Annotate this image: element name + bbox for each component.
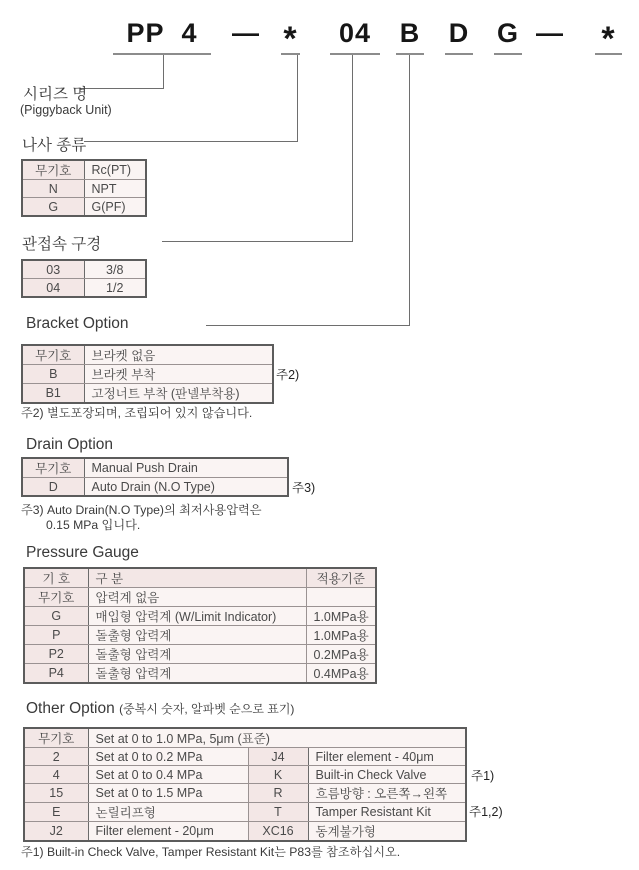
section-title-other (26, 700, 294, 718)
section-title-port: 관접속 구경 (22, 236, 102, 253)
table-row (24, 607, 376, 626)
section-title-bracket: Bracket Option (26, 315, 129, 332)
thread-value: G(PF) (84, 198, 146, 217)
drain-code: 무기호 (22, 458, 84, 478)
table-header-row (24, 568, 376, 588)
drain-footnote-line2: 0.15 MPa 입니다. (46, 518, 141, 532)
thread-code: N (22, 180, 84, 198)
drain-side-note: 주3) (292, 481, 316, 495)
gauge-header-type: 구 분 (88, 568, 306, 588)
bracket-value: 브라켓 부착 (84, 365, 273, 384)
thread-code: 무기호 (22, 160, 84, 180)
other-value: Set at 0 to 1.5 MPa (88, 784, 248, 803)
other-value: 동계불가형 (308, 822, 466, 842)
table-row (22, 478, 288, 497)
code-segment-bracket: B (396, 16, 424, 55)
table-row (24, 664, 376, 684)
bracket-table (21, 344, 274, 404)
table-row (22, 260, 146, 279)
table-row (24, 766, 466, 784)
section-title-drain: Drain Option (26, 436, 114, 453)
port-value: 3/8 (84, 260, 146, 279)
gauge-standard: 0.2MPa용 (306, 645, 376, 664)
port-value: 1/2 (84, 279, 146, 298)
gauge-standard: 0.4MPa용 (306, 664, 376, 684)
gauge-code: P (24, 626, 88, 645)
other-code: XC16 (248, 822, 308, 842)
other-value: Filter element - 40μm (308, 748, 466, 766)
other-option-table (23, 727, 467, 842)
gauge-standard: 1.0MPa용 (306, 607, 376, 626)
other-code: 무기호 (24, 728, 88, 748)
table-row (22, 279, 146, 298)
other-code: J2 (24, 822, 88, 842)
table-row (22, 180, 146, 198)
bracket-code: 무기호 (22, 345, 84, 365)
code-segment-thread-wildcard: * (281, 16, 300, 55)
gauge-table (23, 567, 377, 684)
thread-code: G (22, 198, 84, 217)
other-code: J4 (248, 748, 308, 766)
code-dash-1: — (232, 18, 260, 48)
other-code: E (24, 803, 88, 822)
thread-value: NPT (84, 180, 146, 198)
gauge-header-standard: 적용기준 (306, 568, 376, 588)
other-code: 4 (24, 766, 88, 784)
drain-value: Auto Drain (N.O Type) (84, 478, 288, 497)
series-subtitle: (Piggyback Unit) (20, 103, 112, 117)
table-row (24, 784, 466, 803)
other-code: 15 (24, 784, 88, 803)
code-dash-2: — (536, 18, 564, 48)
other-side-note-k: 주1) (471, 769, 495, 783)
gauge-type: 돌출형 압력계 (88, 664, 306, 684)
other-title-note: (중복시 숫자, 알파벳 순으로 표기) (119, 702, 295, 716)
drain-table (21, 457, 289, 497)
connector-line-bracket (206, 55, 410, 326)
other-value: 논릴리프형 (88, 803, 248, 822)
gauge-standard: 1.0MPa용 (306, 626, 376, 645)
port-table (21, 259, 147, 298)
bracket-value: 고정너트 부착 (판넬부착용) (84, 384, 273, 404)
drain-code: D (22, 478, 84, 497)
code-segment-gauge: G (494, 16, 522, 55)
gauge-code: P2 (24, 645, 88, 664)
gauge-type: 돌출형 압력계 (88, 626, 306, 645)
gauge-code: P4 (24, 664, 88, 684)
gauge-standard (306, 588, 376, 607)
gauge-header-code: 기 호 (24, 568, 88, 588)
bracket-side-note: 주2) (276, 368, 300, 382)
table-row (24, 645, 376, 664)
other-side-note-t: 주1,2) (469, 805, 503, 819)
bracket-value: 브라켓 없음 (84, 345, 273, 365)
section-title-series: 시리즈 명 (23, 86, 88, 103)
other-code: K (248, 766, 308, 784)
other-code: 2 (24, 748, 88, 766)
table-row (22, 384, 273, 404)
bracket-code: B (22, 365, 84, 384)
section-title-gauge: Pressure Gauge (26, 544, 139, 561)
other-code: T (248, 803, 308, 822)
other-value: Built-in Check Valve (308, 766, 466, 784)
gauge-code: 무기호 (24, 588, 88, 607)
other-value: Set at 0 to 0.4 MPa (88, 766, 248, 784)
table-row (24, 728, 466, 748)
drain-footnote-line1: 주3) Auto Drain(N.O Type)의 최저사용압력은 (21, 503, 262, 517)
table-row (24, 588, 376, 607)
drain-value: Manual Push Drain (84, 458, 288, 478)
port-code: 04 (22, 279, 84, 298)
table-row (24, 748, 466, 766)
other-value: Set at 0 to 1.0 MPa, 5μm (표준) (88, 728, 466, 748)
thread-table (21, 159, 147, 217)
gauge-type: 돌출형 압력계 (88, 645, 306, 664)
gauge-type: 압력계 없음 (88, 588, 306, 607)
table-row (24, 803, 466, 822)
thread-value: Rc(PT) (84, 160, 146, 180)
bracket-code: B1 (22, 384, 84, 404)
bracket-footnote: 주2) 별도포장되며, 조립되어 있지 않습니다. (21, 406, 253, 420)
other-title-text: Other Option (26, 700, 115, 717)
gauge-type: 매입형 압력계 (W/Limit Indicator) (88, 607, 306, 626)
port-code: 03 (22, 260, 84, 279)
code-segment-drain: D (445, 16, 473, 55)
table-row (24, 626, 376, 645)
gauge-code: G (24, 607, 88, 626)
section-title-thread: 나사 종류 (22, 137, 87, 154)
table-row (22, 198, 146, 217)
table-row (22, 345, 273, 365)
other-value: Filter element - 20μm (88, 822, 248, 842)
code-segment-port: 04 (330, 16, 380, 55)
code-segment-other-wildcard: * (595, 16, 622, 55)
code-segment-series: PP 4 (113, 16, 211, 55)
other-value: Set at 0 to 0.2 MPa (88, 748, 248, 766)
table-row (22, 365, 273, 384)
other-footnote: 주1) Built-in Check Valve, Tamper Resistant Kit는 P83를 참조하십시오. (21, 845, 401, 859)
table-row (22, 458, 288, 478)
other-code: R (248, 784, 308, 803)
table-row (22, 160, 146, 180)
other-value: Tamper Resistant Kit (308, 803, 466, 822)
table-row (24, 822, 466, 842)
other-value: 흐름방향 : 오른쪽→왼쪽 (308, 784, 466, 803)
